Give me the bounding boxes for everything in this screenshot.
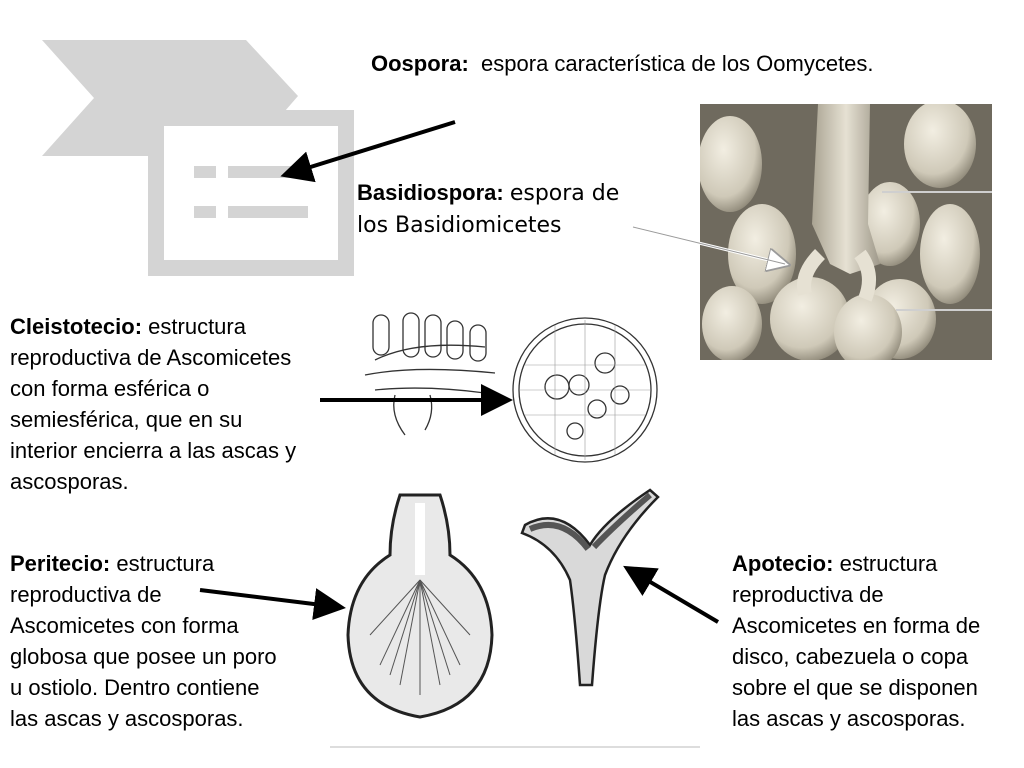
apotecio-desc: estructura reproductiva de Ascomicetes en forma de disco, cabezuela o copa sobre el que se disponen las ascas y ascosporas. bbox=[732, 551, 981, 731]
oospora-term: Oospora: bbox=[371, 51, 469, 76]
cleistothecium-drawing bbox=[335, 285, 695, 480]
cleistotecio-text bbox=[10, 311, 315, 497]
basidiospora-desc-2: los Basidiomicetes bbox=[357, 213, 562, 238]
peritecio-term: Peritecio: bbox=[10, 551, 111, 576]
oospora-text bbox=[371, 48, 891, 79]
perithecium-apothecium-drawing bbox=[330, 485, 700, 755]
basidiospora-desc-1: espora de bbox=[509, 181, 620, 206]
peritecio-text bbox=[10, 548, 290, 734]
apotecio-term: Apotecio: bbox=[732, 551, 834, 576]
cleistotecio-term: Cleistotecio: bbox=[10, 314, 143, 339]
cleistotecio-desc: estructura reproductiva de Ascomicetes con forma esférica o semiesférica, que en su interior encierra a las ascas y ascosporas. bbox=[10, 314, 297, 494]
peritecio-desc: estructura reproductiva de Ascomicetes con forma globosa que posee un poro u ostiolo. Dentro contiene las ascas y ascosporas. bbox=[10, 551, 277, 731]
slide-list-icon bbox=[36, 38, 356, 278]
oospora-desc: espora característica de los Oomycetes. bbox=[481, 51, 874, 76]
basidia-micrograph bbox=[700, 104, 992, 360]
basidiospora-text bbox=[357, 177, 687, 241]
apotecio-text bbox=[732, 548, 1002, 734]
basidiospora-term: Basidiospora: bbox=[357, 180, 504, 205]
